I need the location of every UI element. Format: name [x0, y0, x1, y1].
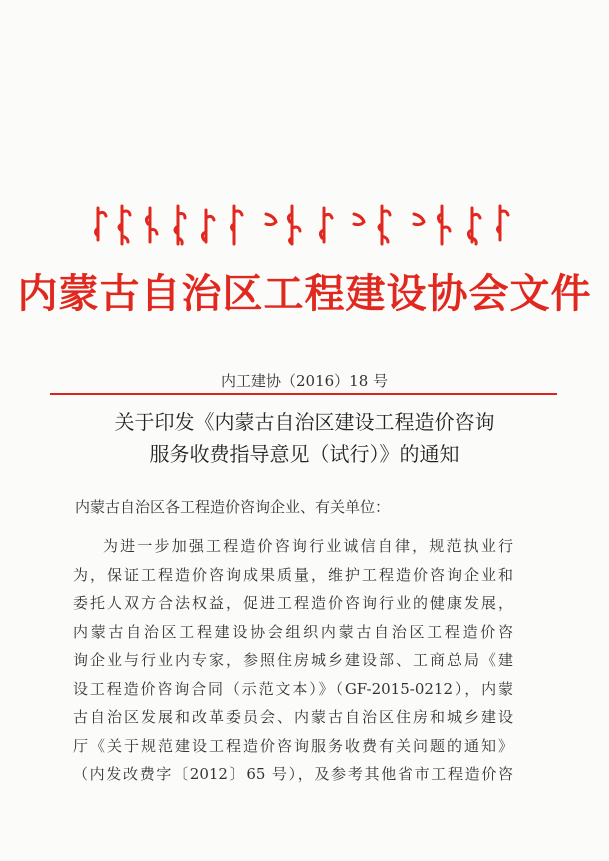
headline-line: 关于印发《内蒙古自治区建设工程造价咨询	[114, 410, 495, 434]
body-line: 询企业与行业内专家，参照住房城乡建设部、工商总局《建	[73, 651, 513, 669]
body-line: （内发改费字〔2012〕65 号），及参考其他省市工程造价咨	[73, 765, 513, 783]
body-line: 为，保证工程造价咨询成果质量，维护工程造价咨询企业和	[73, 565, 513, 584]
notice-headline	[60, 406, 549, 470]
body-line: 设工程造价咨询合同（示范文本）》（GF-2015-0212），内蒙	[73, 679, 513, 698]
mongolian-script-header	[92, 200, 512, 250]
red-divider-line	[50, 393, 557, 395]
document-number: 内工建协（2016）18 号	[220, 372, 389, 390]
salutation: 内蒙古自治区各工程造价咨询企业、有关单位：	[75, 498, 391, 516]
headline-line: 服务收费指导意见（试行）》的通知	[149, 442, 460, 466]
body-line: 古自治区发展和改革委员会、内蒙古自治区住房和城乡建设	[73, 708, 513, 726]
body-line: 厅《关于规范建设工程造价咨询服务收费有关问题的通知》	[73, 736, 513, 755]
issuing-organization-title: 内蒙古自治区工程建设协会文件	[17, 270, 592, 317]
mongolian-script-glyphs	[92, 200, 512, 250]
body-line: 委托人双方合法权益，促进工程造价咨询行业的健康发展，	[73, 594, 513, 612]
body-line: 为进一步加强工程造价咨询行业诚信自律，规范执业行	[103, 537, 513, 555]
body-line: 内蒙古自治区工程建设协会组织内蒙古自治区工程造价咨	[73, 622, 513, 641]
body-paragraph	[73, 532, 513, 789]
